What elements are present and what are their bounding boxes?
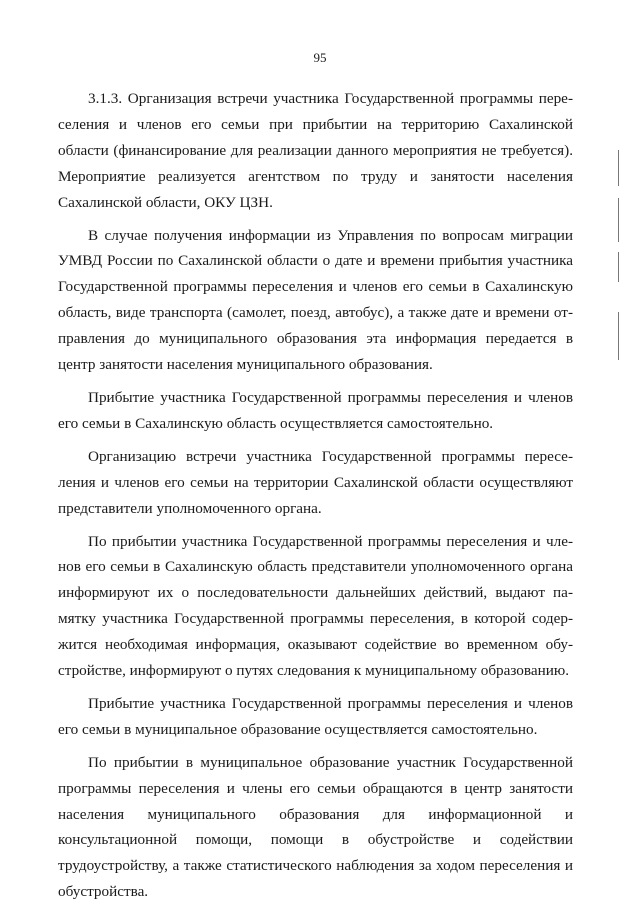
paragraph-5: По прибытии участника Государственной программы переселения и членов его семьи в Сахалинскую область представители уполномоченного органа информируют их о последовательности дальнейших действий, выдают памятку участника Государственной программы переселения, в которой содержится необходимая информация, оказывают содействие во временном обустройстве, информируют о путях следования к муниципальному образованию. bbox=[58, 532, 573, 680]
paragraph-4: Организацию встречи участника Государственной программы переселения и членов его семьи на территории Сахалинской области осуществляют представители уполномоченного органа. bbox=[58, 447, 573, 517]
margin-change-mark bbox=[618, 312, 619, 360]
paragraph-1: 3.1.3. Организация встречи участника Государственной программы переселения и членов его семьи при прибытии на территорию Сахалинской области (финансирование для реализации данного мероприятия не требуется). Мероприятие реализуется агентством по труду и занятости населения Сахалинской области, ОКУ ЦЗН. bbox=[58, 90, 573, 211]
page-number: 95 bbox=[313, 50, 327, 65]
paragraph-2: В случае получения информации из Управления по вопросам миграции УМВД России по Сахалинской области о дате и времени прибытия участника Государственной программы переселения и членов его семьи в Сахалинскую область, виде транспорта (самолет, поезд, автобус), а также дате и времени отправления до муниципального образования эта информация передается в центр занятости населения муниципального образования. bbox=[58, 226, 573, 374]
document-body bbox=[58, 86, 573, 912]
paragraph-7: По прибытии в муниципальное образование участник Государственной программы переселения и члены его семьи обращаются в центр занятости населения муниципального образования для информационной и консультационной помощи, помощи в обустройстве и содействии трудоустройству, а также статистического наблюдения за ходом переселения и обустройства. bbox=[58, 753, 573, 901]
paragraph-3: Прибытие участника Государственной программы переселения и членов его семьи в Сахалинскую область осуществляется самостоятельно. bbox=[58, 388, 573, 432]
margin-change-mark bbox=[618, 198, 619, 242]
margin-change-mark bbox=[618, 252, 619, 282]
margin-change-mark bbox=[618, 150, 619, 186]
paragraph-6: Прибытие участника Государственной программы переселения и членов его семьи в муниципальное образование осуществляется самостоятельно. bbox=[58, 694, 573, 738]
